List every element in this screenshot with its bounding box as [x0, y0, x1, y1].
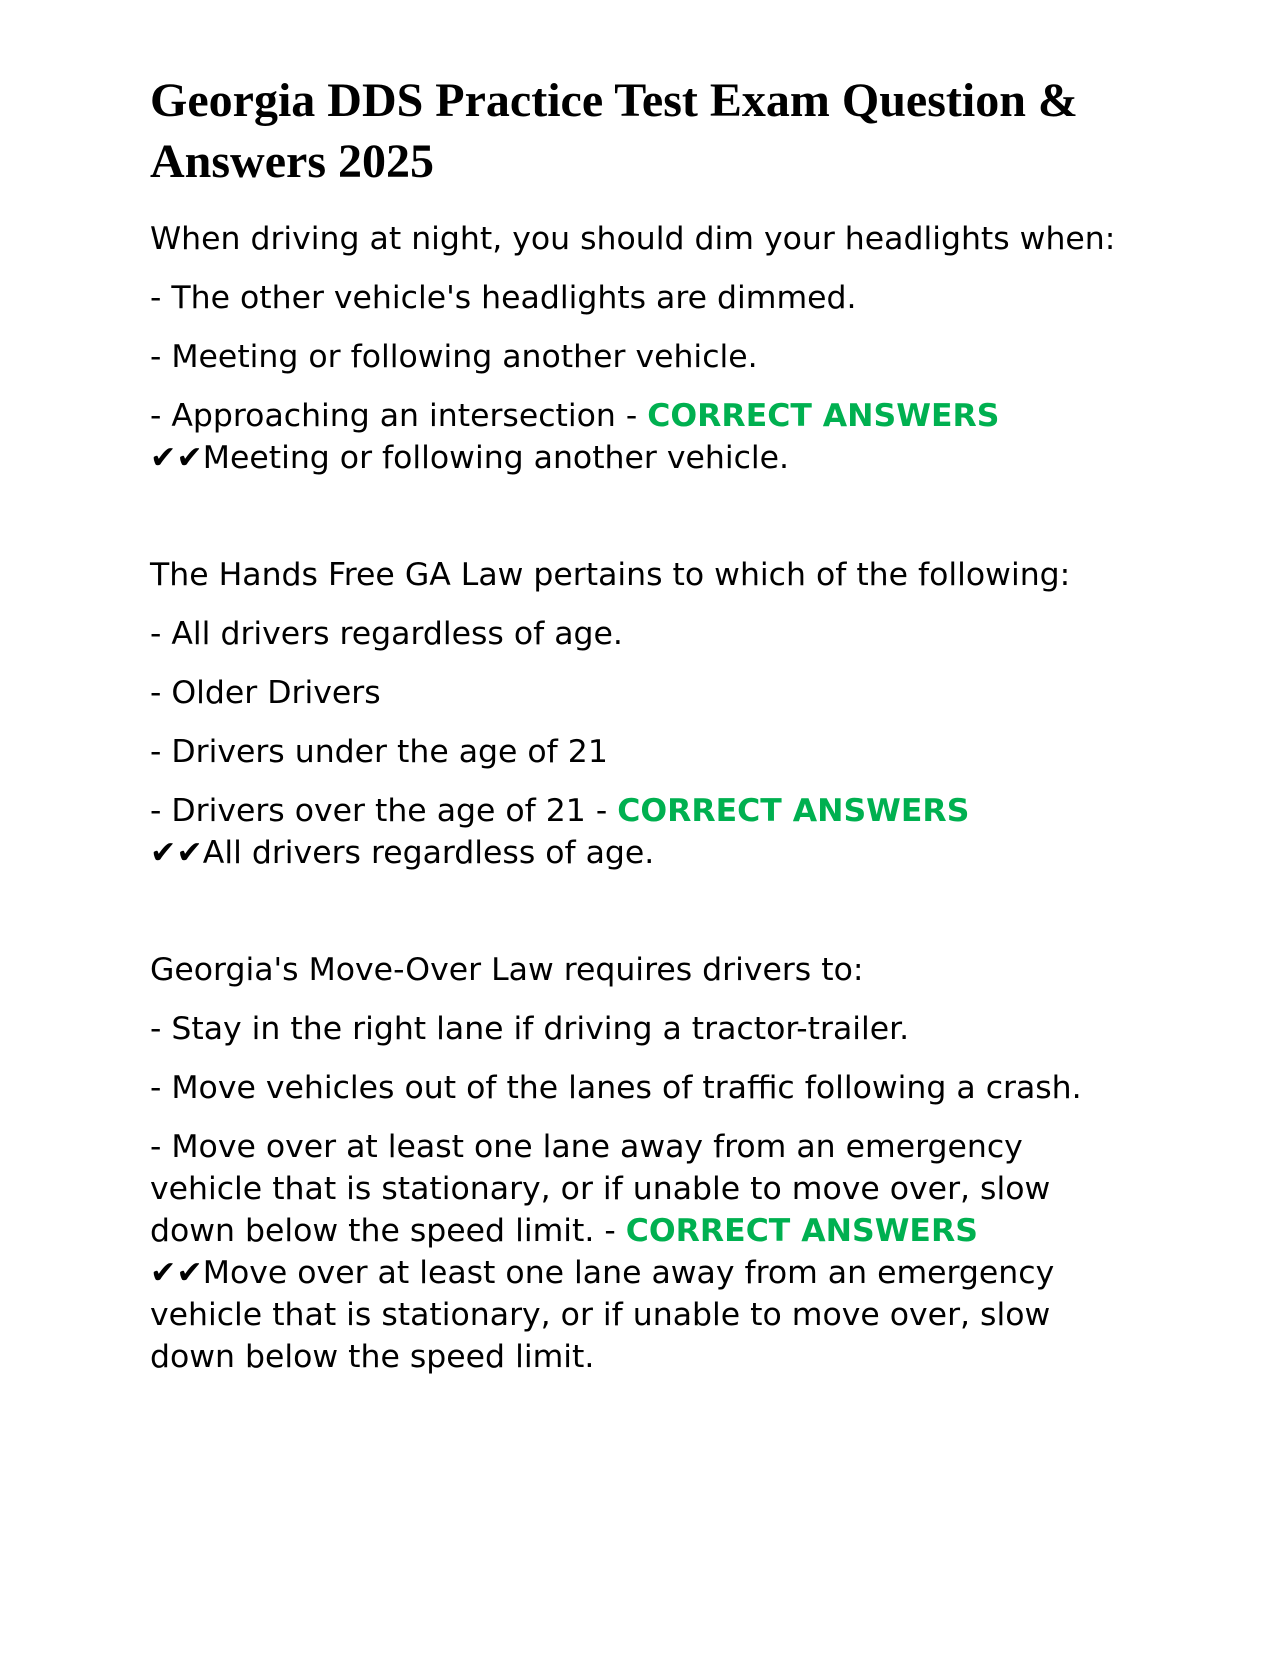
answer-option-last	[150, 395, 1130, 479]
answer-option: - Move vehicles out of the lanes of traffic following a crash.	[150, 1070, 1082, 1106]
answer-option: - The other vehicle's headlights are dimmed.	[150, 280, 857, 316]
check-mark-icon: ✔✔	[150, 835, 203, 871]
answer-option: - All drivers regardless of age.	[150, 616, 623, 652]
answer-option-last	[150, 790, 1130, 874]
correct-answers-label: CORRECT ANSWERS	[647, 398, 1000, 434]
question-prompt: The Hands Free GA Law pertains to which of the following:	[150, 557, 1071, 593]
correct-answers-label: CORRECT ANSWERS	[617, 793, 970, 829]
answer-option: - Stay in the right lane if driving a tractor-trailer.	[150, 1011, 910, 1047]
correct-answers-label: CORRECT ANSWERS	[625, 1213, 978, 1249]
answer-option: - Meeting or following another vehicle.	[150, 339, 758, 375]
document-title: Georgia DDS Practice Test Exam Question & Answers 2025	[150, 74, 1078, 188]
question-list	[150, 218, 1130, 1378]
correct-answer-text: All drivers regardless of age.	[202, 835, 655, 871]
question-block-1	[150, 218, 1130, 479]
question-prompt: When driving at night, you should dim your headlights when:	[150, 221, 1116, 257]
answer-option-text: - Move over at least one lane away from an emergency vehicle that is stationary, or if unable to move over, slow down below the speed limit. -	[150, 1129, 1051, 1249]
check-mark-icon: ✔✔	[150, 440, 203, 476]
answer-option-last	[150, 1126, 1130, 1378]
answer-option: - Drivers under the age of 21	[150, 734, 608, 770]
correct-answer-text: Meeting or following another vehicle.	[202, 440, 790, 476]
answer-option-text: - Drivers over the age of 21 -	[150, 793, 618, 829]
correct-answer-text: Move over at least one lane away from an emergency vehicle that is stationary, or if unable to move over, slow down below the speed limit.	[150, 1255, 1055, 1375]
answer-option-text: - Approaching an intersection -	[150, 398, 648, 434]
question-block-3	[150, 949, 1130, 1378]
spacer	[150, 496, 1130, 554]
question-block-2	[150, 554, 1130, 874]
check-mark-icon: ✔✔	[150, 1255, 203, 1291]
spacer	[150, 891, 1130, 949]
question-prompt: Georgia's Move-Over Law requires drivers to:	[150, 952, 864, 988]
document-page	[150, 70, 1130, 1395]
answer-option: - Older Drivers	[150, 675, 381, 711]
